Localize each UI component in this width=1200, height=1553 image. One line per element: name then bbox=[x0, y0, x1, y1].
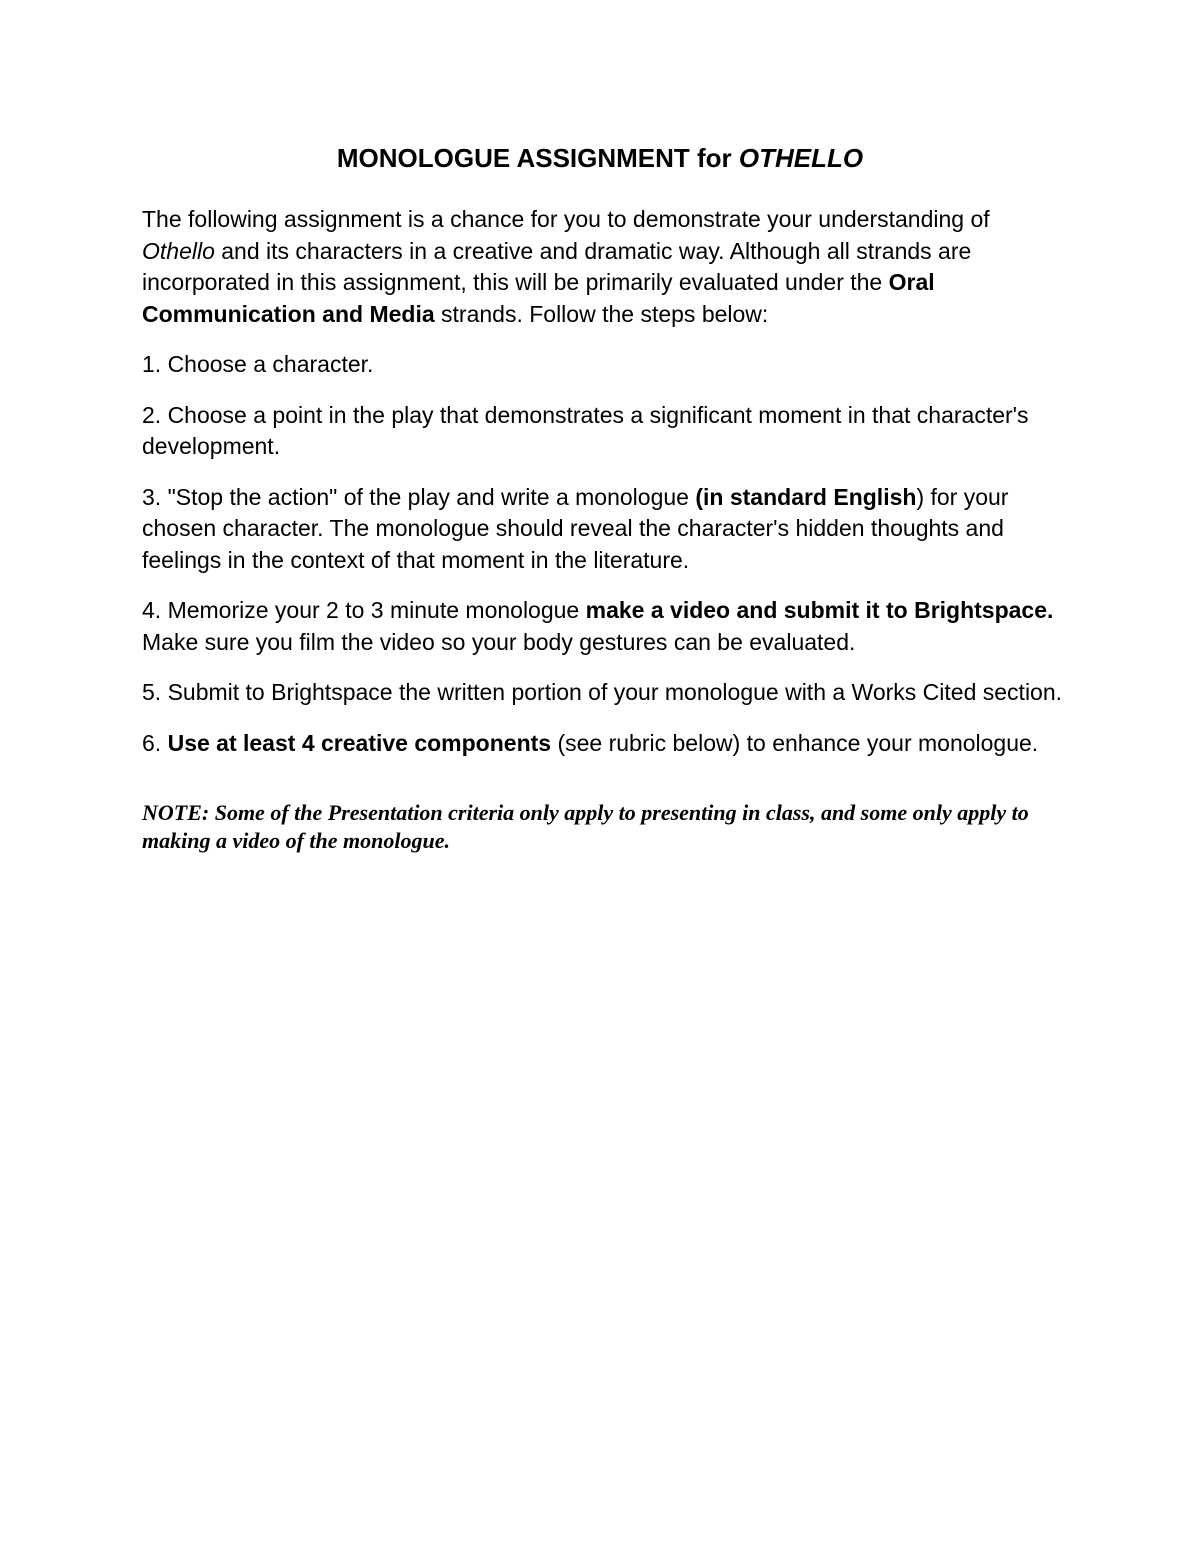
step-4-emphasis: make a video and submit it to Brightspace. bbox=[585, 597, 1054, 623]
step-2-text: 2. Choose a point in the play that demonstrates a significant moment in that character's development. bbox=[142, 401, 1029, 459]
step-2 bbox=[142, 400, 1067, 463]
step-4-text-1: 4. Memorize your 2 to 3 minute monologue bbox=[142, 597, 586, 623]
title-main: MONOLOGUE ASSIGNMENT for bbox=[336, 143, 739, 173]
step-3-text-2: ) for your chosen character. The monologue should reveal the character's hidden thoughts and feelings in the context of that moment in the literature. bbox=[142, 483, 1009, 573]
step-1-text: 1. Choose a character. bbox=[142, 351, 374, 377]
step-3-text-1: 3. "Stop the action" of the play and write a monologue bbox=[142, 483, 696, 510]
intro-text-2: and its characters in a creative and dramatic way. Although all strands are incorporated in this assignment, this will be primarily evaluated under the bbox=[142, 237, 972, 295]
step-5-text: 5. Submit to Brightspace the written portion of your monologue with a Works Cited section. bbox=[142, 679, 1063, 705]
step-4 bbox=[142, 595, 1067, 658]
page-title bbox=[0, 140, 1200, 176]
step-6-text: (see rubric below) to enhance your monologue. bbox=[551, 729, 1039, 756]
step-3 bbox=[142, 482, 1067, 577]
intro-text-3: strands. Follow the steps below: bbox=[434, 300, 769, 327]
step-6 bbox=[142, 728, 1067, 760]
step-4-text-2: Make sure you film the video so your body gestures can be evaluated. bbox=[142, 628, 856, 655]
step-1 bbox=[142, 349, 1067, 381]
intro-play-name: Othello bbox=[142, 237, 215, 264]
step-6-emphasis: Use at least 4 creative components bbox=[167, 729, 552, 756]
step-3-emphasis: (in standard English bbox=[695, 483, 917, 510]
intro-paragraph bbox=[142, 204, 1067, 330]
presentation-note: NOTE: Some of the Presentation criteria only apply to presenting in class, and some only apply to making a video of the monologue. bbox=[142, 800, 1029, 853]
step-6-number: 6. bbox=[142, 729, 168, 756]
document-body bbox=[142, 204, 1067, 855]
intro-text-1: The following assignment is a chance for you to demonstrate your understanding of bbox=[142, 206, 990, 232]
title-play-name: OTHELLO bbox=[738, 143, 864, 173]
step-5 bbox=[142, 677, 1067, 709]
intro-strands: Oral Communication and Media bbox=[142, 269, 935, 327]
